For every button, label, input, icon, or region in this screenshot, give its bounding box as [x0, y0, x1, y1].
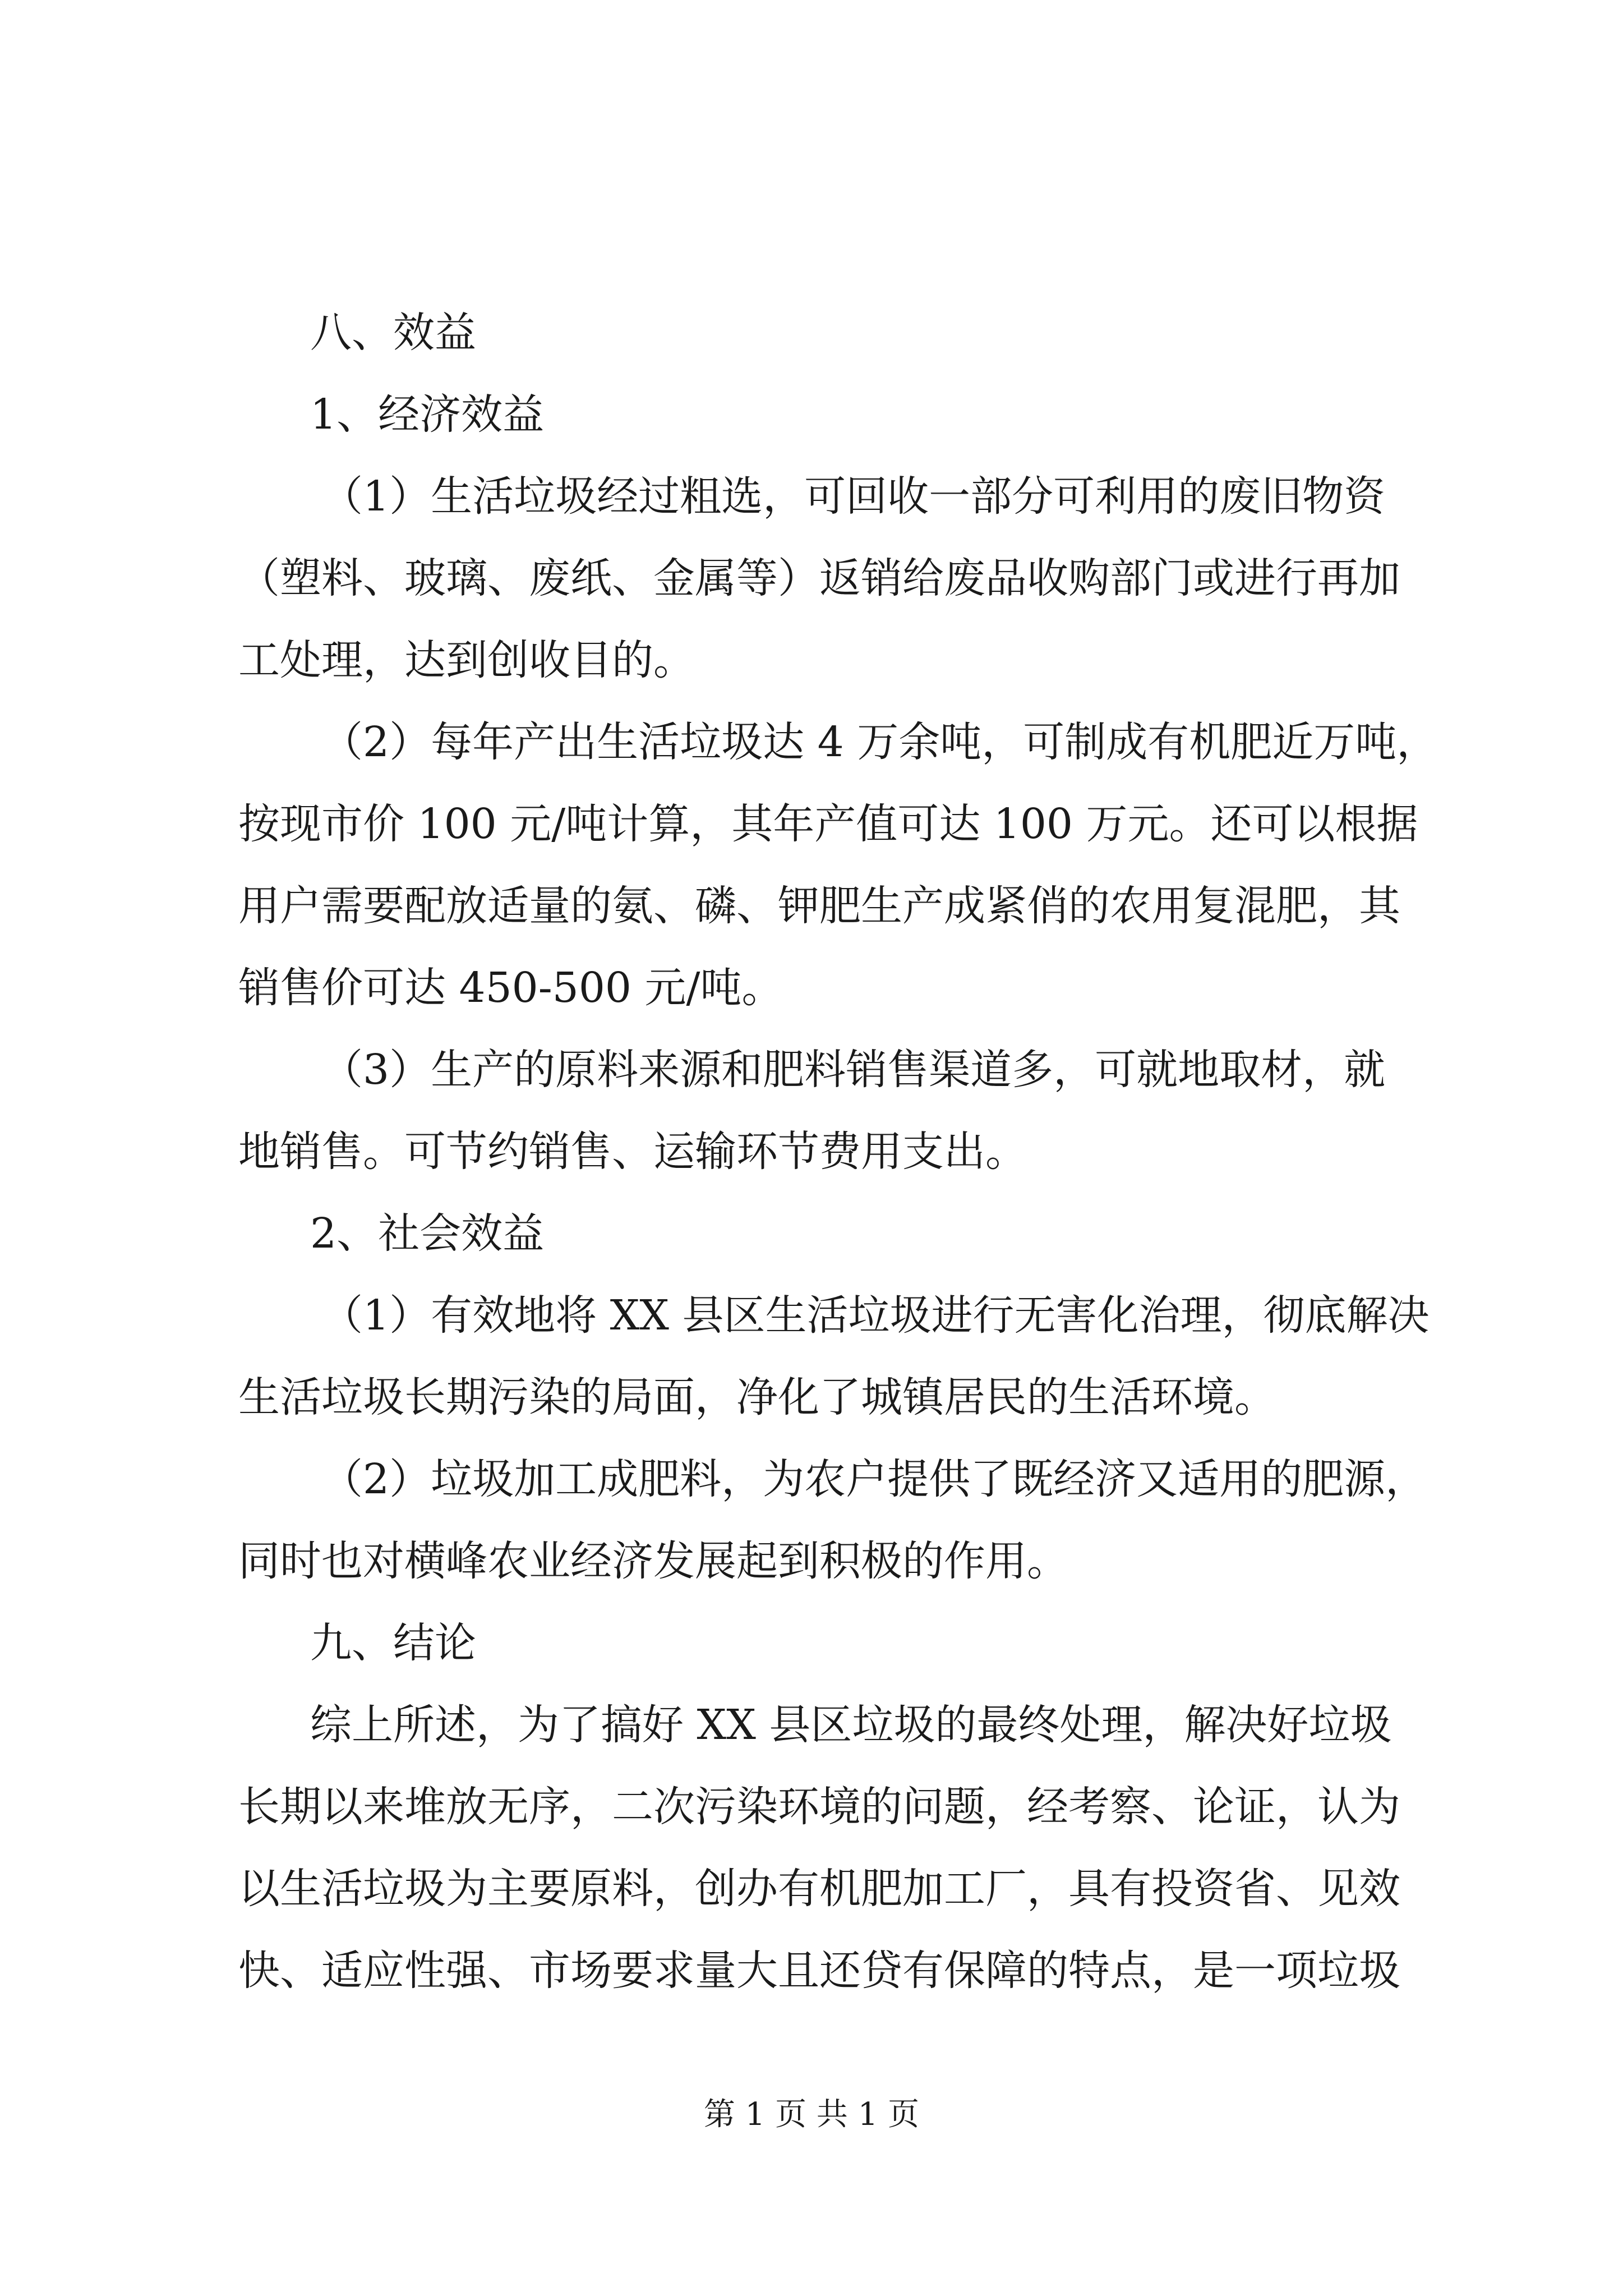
paragraph-line: 按现市价 100 元/吨计算，其年产值可达 100 万元。还可以根据 [238, 800, 1418, 848]
paragraph-line: 同时也对横峰农业经济发展起到积极的作用。 [238, 1537, 1068, 1585]
paragraph-line: 快、适应性强、市场要求量大且还贷有保障的特点，是一项垃圾 [238, 1947, 1400, 1995]
subheading-social-benefits: 2、社会效益 [310, 1209, 545, 1258]
paragraph-line: （2）每年产出生活垃圾达 4 万余吨，可制成有机肥近万吨， [321, 718, 1438, 766]
paragraph-line: 销售价可达 450-500 元/吨。 [238, 964, 783, 1012]
paragraph-line: 综上所述，为了搞好 XX 县区垃圾的最终处理，解决好垃圾 [310, 1701, 1392, 1749]
paragraph-line: （1）有效地将 XX 县区生活垃圾进行无害化治理，彻底解决 [321, 1291, 1430, 1340]
section-heading-benefits: 八、效益 [310, 309, 476, 357]
paragraph-line: （3）生产的原料来源和肥料销售渠道多，可就地取材，就 [321, 1046, 1386, 1094]
paragraph-line: 长期以来堆放无序，二次污染环境的问题，经考察、论证，认为 [238, 1783, 1400, 1831]
paragraph-line: 工处理，达到创收目的。 [238, 636, 695, 684]
section-heading-conclusion: 九、结论 [310, 1619, 476, 1667]
paragraph-line: 地销售。可节约销售、运输环节费用支出。 [238, 1128, 1027, 1176]
paragraph-line: 用户需要配放适量的氨、磷、钾肥生产成紧俏的农用复混肥，其 [238, 882, 1400, 930]
paragraph-line: （塑料、玻璃、废纸、金属等）返销给废品收购部门或进行再加 [238, 554, 1400, 602]
paragraph-line: （2）垃圾加工成肥料，为农户提供了既经济又适用的肥源， [321, 1455, 1427, 1503]
paragraph-line: 生活垃圾长期污染的局面，净化了城镇居民的生活环境。 [238, 1373, 1276, 1421]
paragraph-line: 以生活垃圾为主要原料，创办有机肥加工厂，具有投资省、见效 [238, 1865, 1400, 1913]
page-footer: 第 1 页 共 1 页 [703, 2096, 920, 2133]
paragraph-line: （1）生活垃圾经过粗选，可回收一部分可利用的废旧物资 [321, 472, 1386, 521]
subheading-economic-benefits: 1、经济效益 [310, 390, 545, 439]
body-text [238, 292, 1438, 2012]
